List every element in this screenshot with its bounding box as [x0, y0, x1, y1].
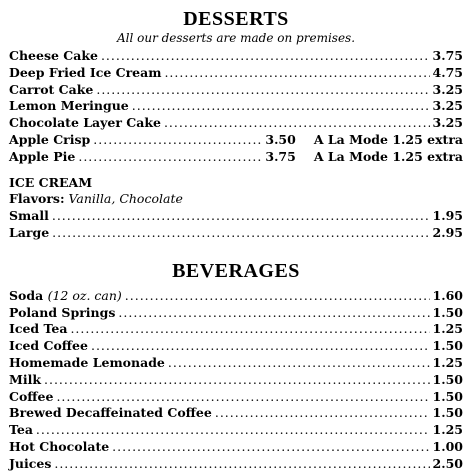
dot-leader	[125, 288, 430, 305]
beverages-title: BEVERAGES	[172, 259, 300, 282]
item-name: Milk	[9, 371, 41, 387]
item-price: 1.25	[432, 422, 463, 438]
item-price: 1.25	[432, 321, 463, 337]
dot-leader	[52, 208, 430, 225]
ice-cream-heading: ICE CREAM	[9, 174, 93, 190]
menu-item	[9, 338, 463, 355]
item-price: 1.50	[432, 405, 463, 421]
item-name: Iced Tea	[9, 321, 68, 337]
menu-item	[9, 48, 463, 65]
item-qualifier: (12 oz. can)	[47, 287, 122, 303]
item-name: Chocolate Layer Cake	[9, 115, 161, 131]
dot-leader	[44, 372, 430, 389]
dot-leader	[70, 321, 429, 338]
menu-item	[9, 405, 463, 422]
item-name: Hot Chocolate	[9, 438, 110, 454]
dot-leader	[96, 82, 429, 99]
item-name: Juices	[9, 455, 52, 471]
item-price: 3.75	[265, 148, 296, 164]
menu-item	[9, 422, 463, 439]
menu-item	[9, 456, 463, 473]
menu-item	[9, 115, 463, 132]
menu-item	[9, 225, 463, 242]
item-name: Cheese Cake	[9, 48, 98, 63]
desserts-note: All our desserts are made on premises.	[116, 31, 356, 45]
dot-leader	[164, 65, 429, 82]
item-price: 3.25	[432, 115, 463, 131]
menu-item	[9, 132, 463, 149]
item-price: 1.50	[432, 371, 463, 387]
item-name: Iced Coffee	[9, 338, 88, 354]
dot-leader	[93, 132, 262, 149]
item-price: 2.50	[432, 455, 463, 471]
dot-leader	[168, 355, 430, 372]
item-name: Poland Springs	[9, 304, 116, 320]
flavors-value: Vanilla, Chocolate	[68, 191, 183, 207]
menu-item	[9, 82, 463, 99]
item-name: Lemon Meringue	[9, 98, 129, 114]
flavors-line	[9, 191, 463, 208]
menu-item	[9, 208, 463, 225]
menu-item	[9, 288, 463, 305]
dot-leader	[52, 225, 429, 242]
item-price: 3.75	[432, 48, 463, 63]
menu-item	[9, 355, 463, 372]
item-name-text: Soda	[9, 287, 44, 303]
dot-leader	[78, 149, 262, 166]
beverages-list	[9, 288, 463, 473]
dot-leader	[101, 48, 430, 65]
dot-leader	[112, 439, 429, 456]
item-price: 1.50	[432, 338, 463, 354]
item-price: 1.25	[432, 354, 463, 370]
dot-leader	[91, 338, 430, 355]
dot-leader	[132, 98, 430, 115]
item-name: Coffee	[9, 388, 54, 404]
item-price: 1.50	[432, 304, 463, 320]
menu-item	[9, 321, 463, 338]
dot-leader	[118, 305, 429, 322]
item-price: 3.50	[265, 131, 296, 147]
item-name: Brewed Decaffeinated Coffee	[9, 405, 212, 421]
desserts-list	[9, 48, 463, 166]
menu-item	[9, 305, 463, 322]
menu-item	[9, 439, 463, 456]
menu-item	[9, 389, 463, 406]
item-price: 4.75	[432, 64, 463, 80]
item-name: Apple Pie	[9, 148, 76, 164]
ice-cream-section	[9, 175, 463, 242]
item-name: Large	[9, 224, 50, 240]
item-name: Homemade Lemonade	[9, 354, 165, 370]
item-price: 1.50	[432, 388, 463, 404]
item-name: Apple Crisp	[9, 131, 91, 147]
menu-item	[9, 372, 463, 389]
dot-leader	[215, 405, 430, 422]
item-extra: A La Mode 1.25 extra	[313, 131, 463, 147]
dot-leader	[36, 422, 430, 439]
menu-item	[9, 98, 463, 115]
item-name: Small	[9, 208, 49, 224]
item-price: 3.25	[432, 98, 463, 114]
item-name: Tea	[9, 422, 33, 438]
menu-item	[9, 149, 463, 166]
item-extra: A La Mode 1.25 extra	[313, 148, 463, 164]
item-price: 2.95	[432, 224, 463, 240]
item-name	[9, 288, 122, 305]
desserts-title: DESSERTS	[183, 8, 289, 30]
menu-page	[9, 8, 463, 473]
dot-leader	[56, 389, 429, 406]
item-name: Deep Fried Ice Cream	[9, 64, 162, 80]
item-price: 3.25	[432, 81, 463, 97]
item-price: 1.00	[432, 438, 463, 454]
item-price: 1.95	[432, 208, 463, 224]
menu-item	[9, 65, 463, 82]
item-price: 1.60	[432, 287, 463, 303]
item-name: Carrot Cake	[9, 81, 94, 97]
flavors-label: Flavors:	[9, 191, 65, 207]
dot-leader	[54, 456, 429, 473]
dot-leader	[164, 115, 430, 132]
